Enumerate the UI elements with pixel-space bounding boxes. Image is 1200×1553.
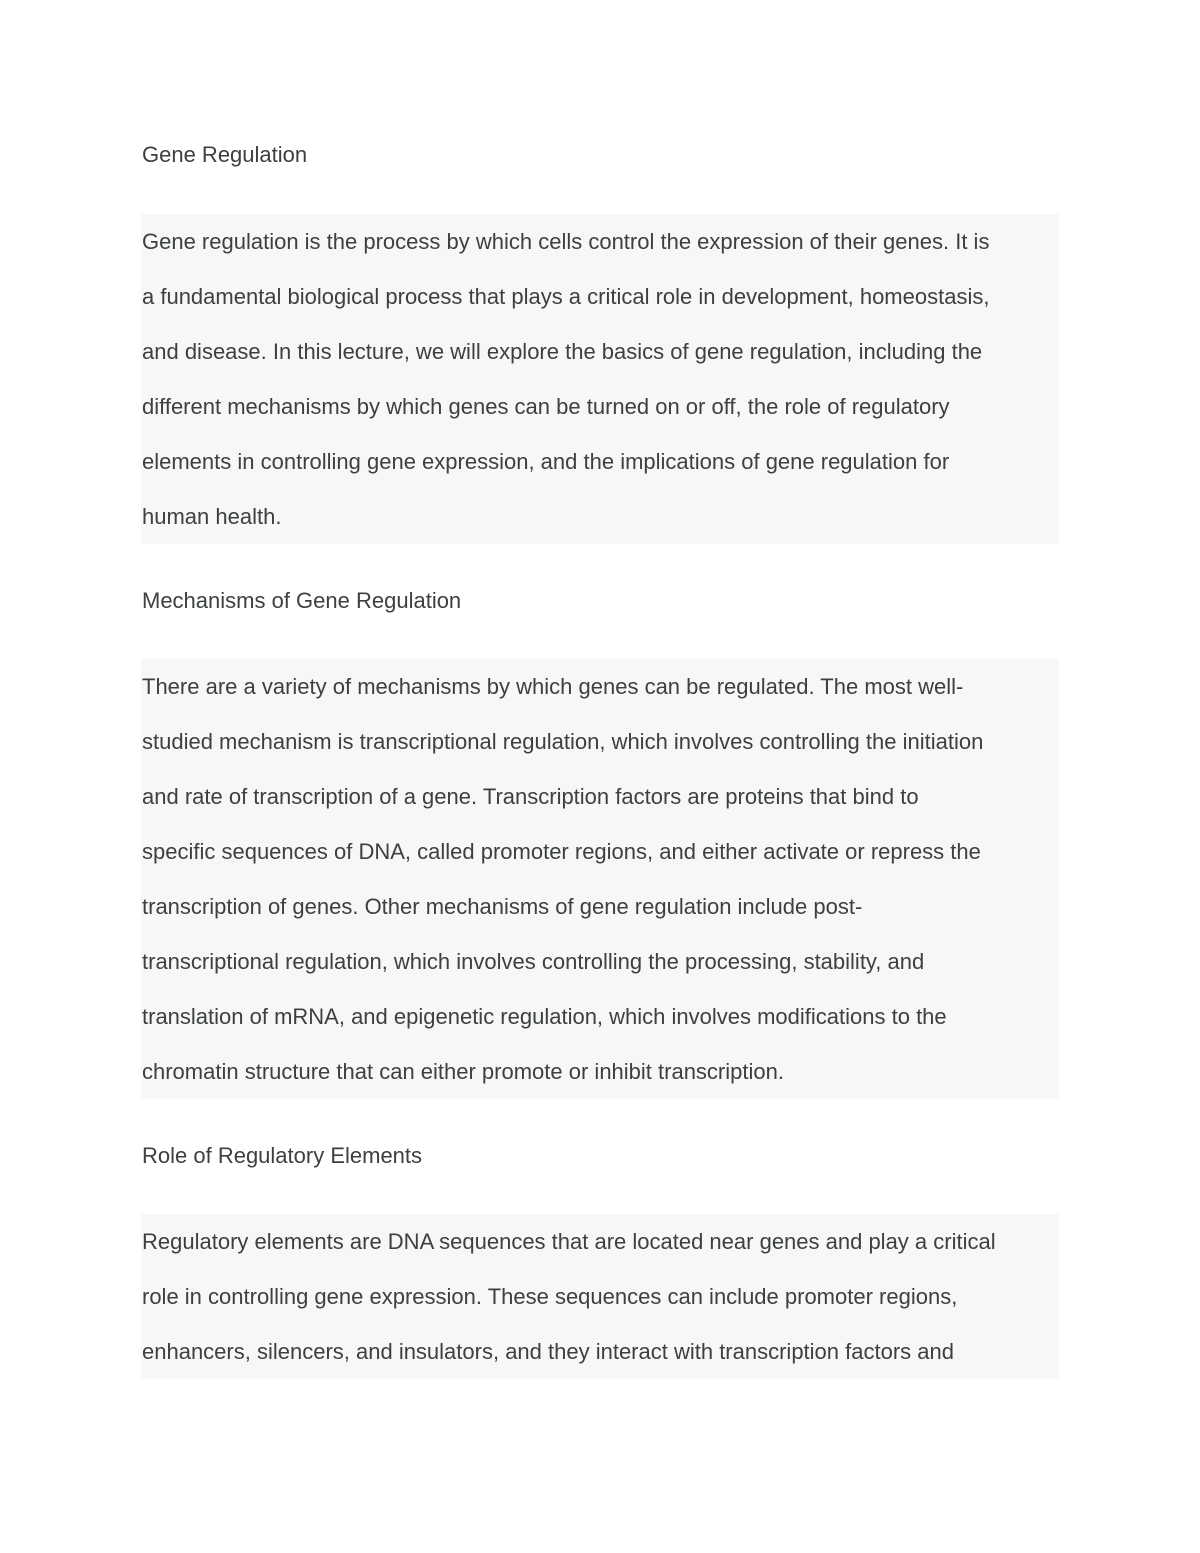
paragraph-line: and rate of transcription of a gene. Transcription factors are proteins that bind to — [142, 784, 919, 809]
paragraph-line: elements in controlling gene expression, and the implications of gene regulation for — [142, 449, 950, 474]
section-heading-regulatory-elements: Role of Regulatory Elements — [142, 1143, 423, 1168]
paragraph-line: and disease. In this lecture, we will explore the basics of gene regulation, including the — [142, 339, 983, 364]
paragraph-gene-regulation-intro — [141, 214, 1059, 544]
paragraph-line: role in controlling gene expression. These sequences can include promoter regions, — [142, 1284, 958, 1309]
paragraph-line: transcriptional regulation, which involves controlling the processing, stability, and — [142, 949, 925, 974]
paragraph-line: translation of mRNA, and epigenetic regulation, which involves modifications to the — [142, 1004, 947, 1029]
paragraph-line: Gene regulation is the process by which cells control the expression of their genes. It is — [142, 229, 990, 254]
paragraph-line: There are a variety of mechanisms by which genes can be regulated. The most well- — [142, 674, 964, 699]
section-heading-mechanisms: Mechanisms of Gene Regulation — [142, 588, 462, 613]
paragraph-line: human health. — [142, 504, 282, 529]
paragraph-mechanisms — [141, 659, 1059, 1099]
paragraph-line: different mechanisms by which genes can be turned on or off, the role of regulatory — [142, 394, 950, 419]
paragraph-regulatory-elements — [141, 1214, 1059, 1379]
paragraph-line: Regulatory elements are DNA sequences that are located near genes and play a critical — [142, 1229, 996, 1254]
paragraph-line: enhancers, silencers, and insulators, and they interact with transcription factors and — [142, 1339, 954, 1364]
paragraph-line: transcription of genes. Other mechanisms of gene regulation include post- — [142, 894, 863, 919]
paragraph-line: chromatin structure that can either promote or inhibit transcription. — [142, 1059, 784, 1084]
paragraph-line: studied mechanism is transcriptional regulation, which involves controlling the initiation — [142, 729, 984, 754]
paragraph-line: a fundamental biological process that plays a critical role in development, homeostasis, — [142, 284, 990, 309]
section-heading-gene-regulation: Gene Regulation — [142, 142, 308, 167]
paragraph-line: specific sequences of DNA, called promoter regions, and either activate or repress the — [142, 839, 981, 864]
